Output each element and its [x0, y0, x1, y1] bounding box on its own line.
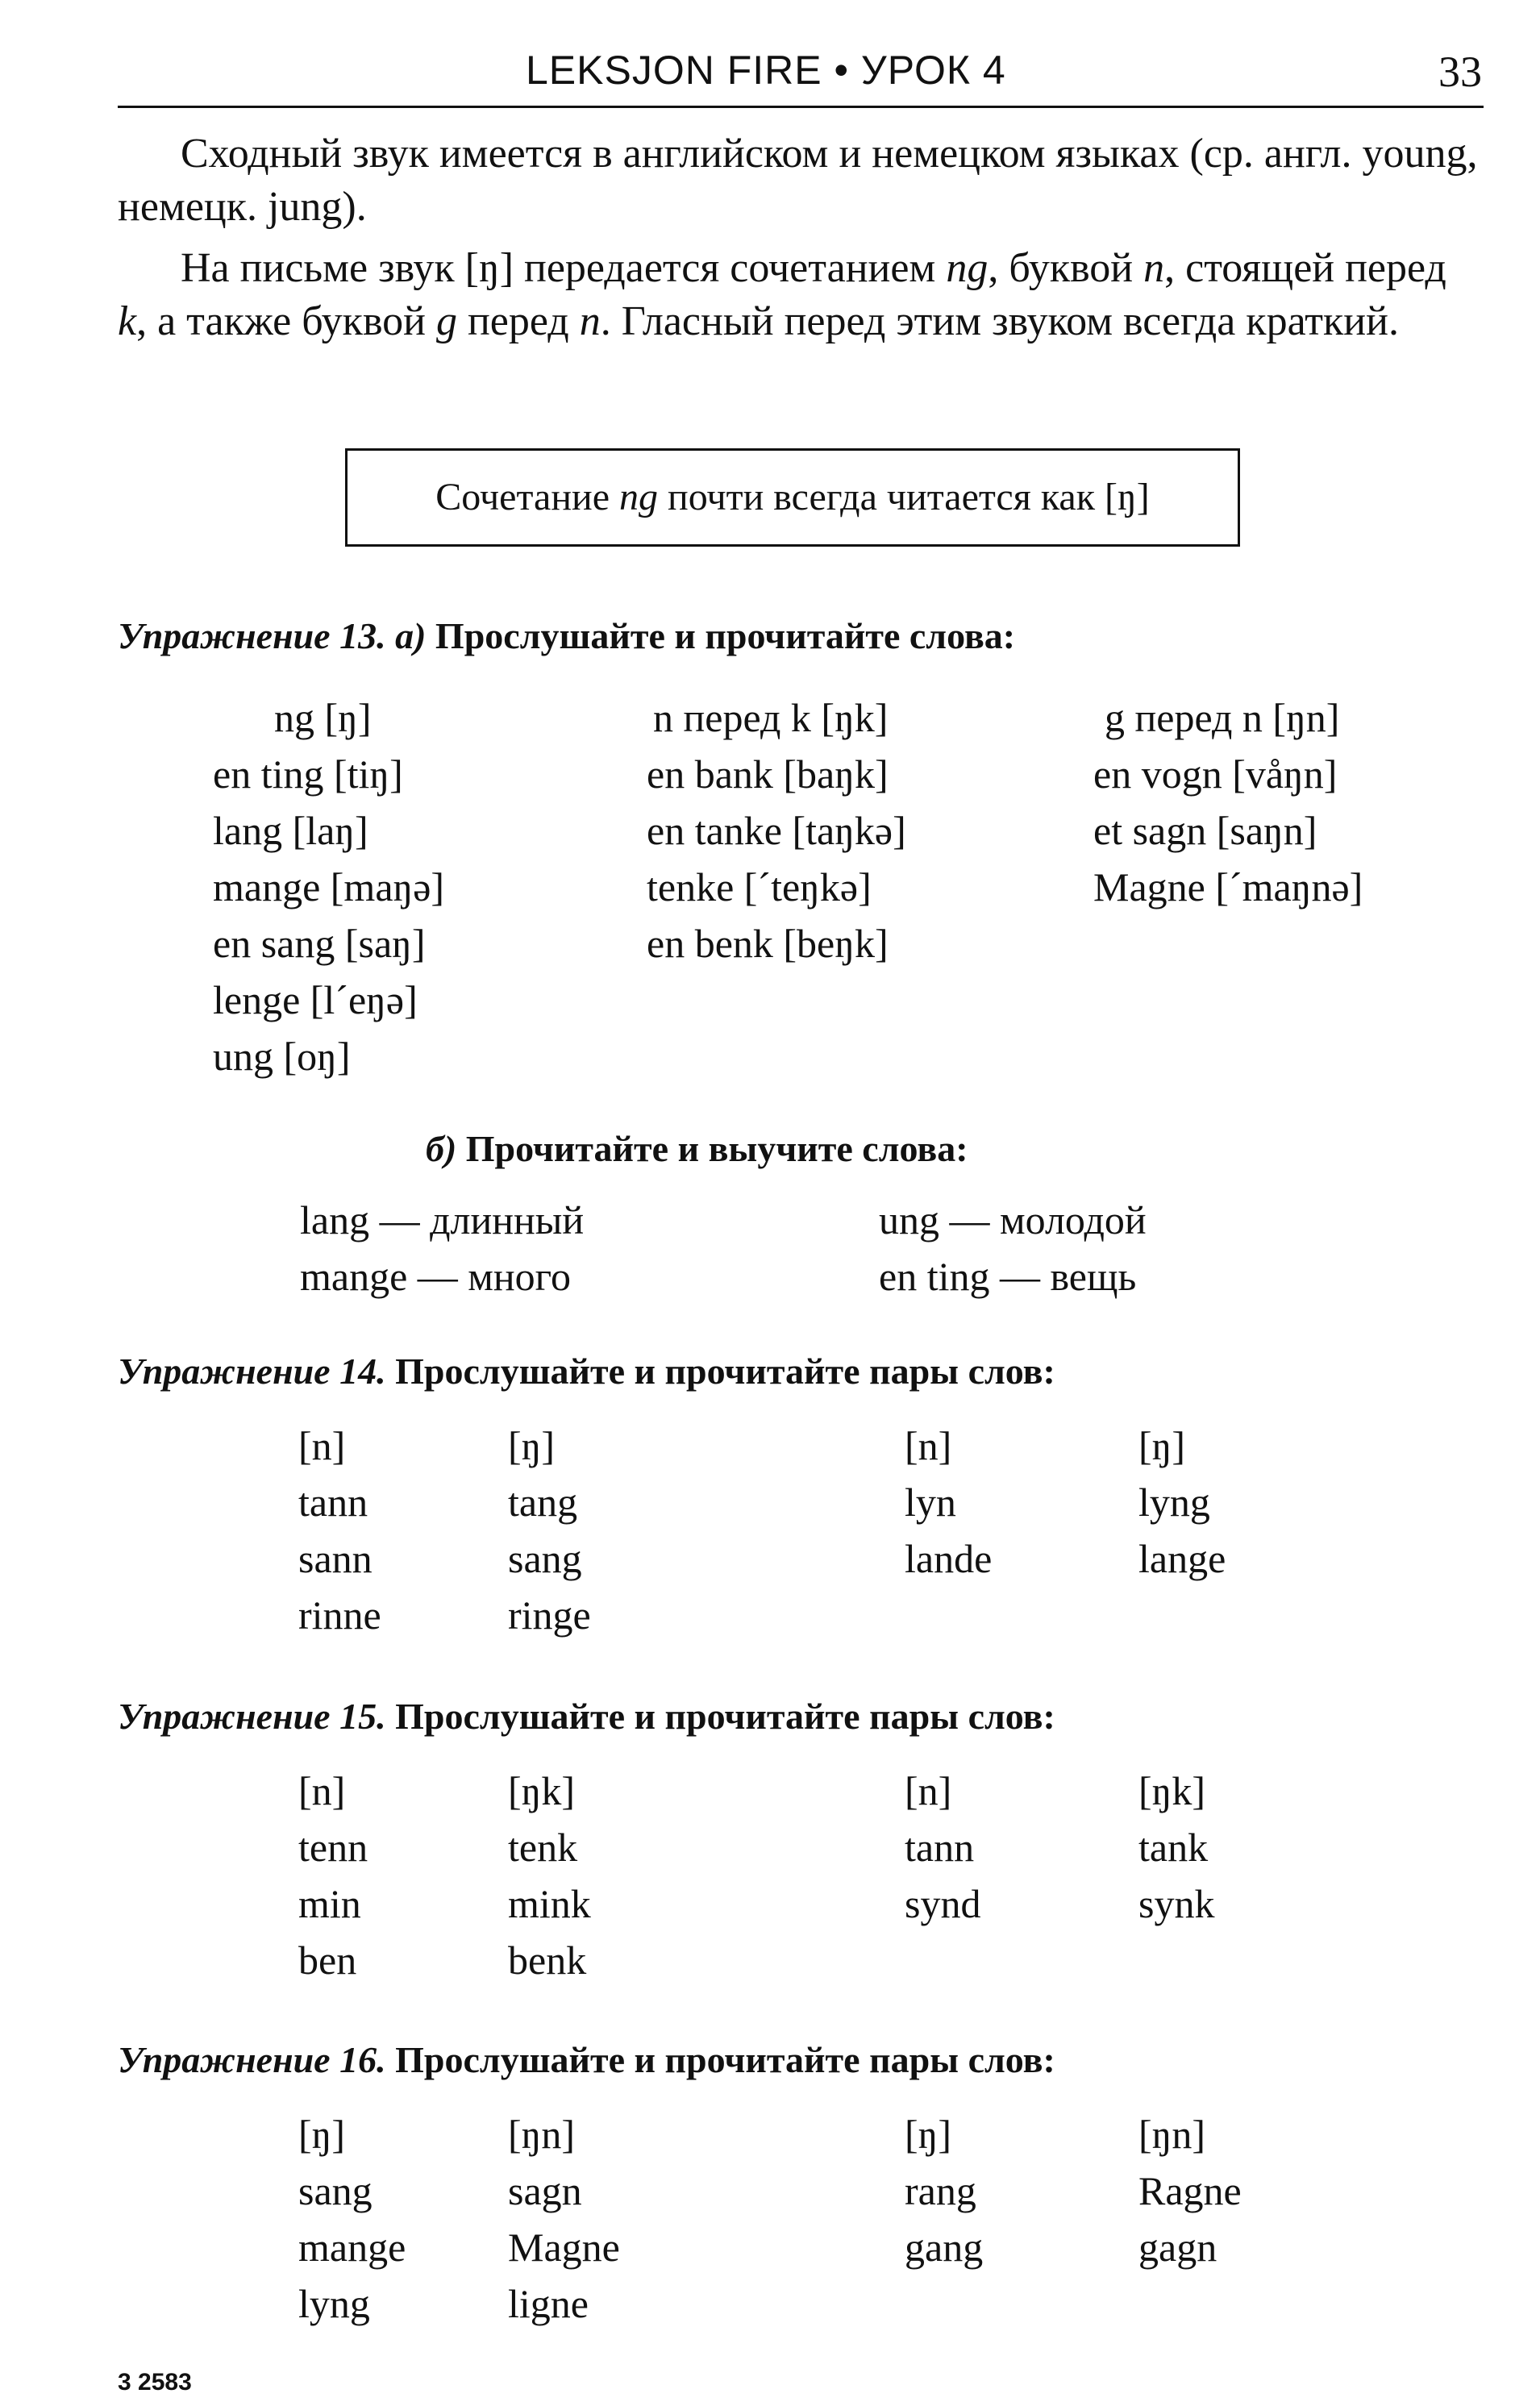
- word-entry: mink: [508, 1881, 591, 1926]
- exercise-13-heading: Упражнение 13. а) Прослушайте и прочитайте слова:: [118, 615, 1016, 656]
- exercise-13b-left-column: [300, 1192, 584, 1305]
- exercise-15-column-2: [508, 1763, 591, 1988]
- word-entry: tank: [1138, 1825, 1209, 1870]
- word-entry: Ragne: [1138, 2168, 1242, 2213]
- column-header: ng [ŋ]: [274, 695, 372, 740]
- exercise-15-column-1: [298, 1763, 368, 1988]
- page-number: 33: [1438, 48, 1482, 96]
- exercise-14-column-4: [1138, 1417, 1226, 1587]
- word-entry: tann: [298, 1480, 368, 1525]
- word-entry: rang: [905, 2168, 976, 2213]
- vocab-entry: ung — молодой: [879, 1197, 1147, 1243]
- exercise-15-column-3: [905, 1763, 980, 1932]
- exercise-16-heading: Упражнение 16. Прослушайте и прочитайте пары слов:: [118, 2039, 1055, 2080]
- word-entry: tang: [508, 1480, 578, 1525]
- word-entry: synd: [905, 1881, 981, 1926]
- word-entry: [ŋ]: [298, 2112, 346, 2157]
- word-entry: ben: [298, 1938, 357, 1983]
- word-entry: [ŋ]: [1138, 1423, 1186, 1468]
- rule-box: Сочетание ng почти всегда читается как [ŋ]: [345, 448, 1240, 547]
- vocab-entry: lang — длинный: [300, 1197, 585, 1243]
- word-entry: tenn: [298, 1825, 368, 1870]
- word-entry: ung [oŋ]: [213, 1034, 351, 1079]
- intro-paragraph-2: На письме звук [ŋ] передается сочетанием ng, буквой n, стоящей перед k, а также буквой g перед n. Гласный перед этим звуком всегда краткий.: [118, 245, 1446, 344]
- intro-paragraph-1: Сходный звук имеется в английском и немецком языках (ср. англ. young, немецк. jung).: [118, 131, 1478, 230]
- exercise-16-column-4: [1138, 2106, 1242, 2275]
- word-entry: [ŋn]: [508, 2112, 576, 2157]
- word-entry: [n]: [298, 1768, 346, 1813]
- word-entry: Magne [´maŋnə]: [1093, 864, 1363, 910]
- word-entry: mange [maŋə]: [213, 864, 445, 910]
- word-entry: tenk: [508, 1825, 578, 1870]
- word-entry: sang: [298, 2168, 373, 2213]
- exercise-14-heading: Упражнение 14. Прослушайте и прочитайте пары слов:: [118, 1351, 1055, 1392]
- word-entry: [ŋn]: [1138, 2112, 1206, 2157]
- word-entry: en ting [tiŋ]: [213, 751, 403, 797]
- word-entry: lyng: [1138, 1480, 1210, 1525]
- exercise-14-column-3: [905, 1417, 992, 1587]
- word-entry: lenge [l´eŋə]: [213, 977, 418, 1022]
- exercise-16-column-2: [508, 2106, 620, 2332]
- word-entry: [n]: [298, 1423, 346, 1468]
- word-entry: [ŋ]: [508, 1423, 556, 1468]
- word-entry: tann: [905, 1825, 975, 1870]
- word-entry: lange: [1138, 1536, 1226, 1581]
- word-entry: gang: [905, 2225, 984, 2270]
- word-entry: [ŋk]: [508, 1768, 576, 1813]
- word-entry: lyn: [905, 1480, 956, 1525]
- word-entry: [ŋk]: [1138, 1768, 1206, 1813]
- exercise-13b-heading: б) Прочитайте и выучите слова:: [426, 1128, 968, 1169]
- word-entry: et sagn [saŋn]: [1093, 808, 1317, 853]
- word-entry: [ŋ]: [905, 2112, 952, 2157]
- word-entry: sagn: [508, 2168, 582, 2213]
- word-entry: lyng: [298, 2281, 370, 2326]
- exercise-16-column-1: [298, 2106, 406, 2332]
- exercise-13-column-nk: [647, 689, 906, 972]
- word-entry: min: [298, 1881, 361, 1926]
- word-entry: lande: [905, 1536, 993, 1581]
- word-entry: mange: [298, 2225, 406, 2270]
- exercise-14-column-2: [508, 1417, 591, 1643]
- word-entry: lang [laŋ]: [213, 808, 368, 853]
- exercise-16-column-3: [905, 2106, 983, 2275]
- header-title: LEKSJON FIRE • УРОК 4: [526, 48, 1006, 93]
- word-entry: synk: [1138, 1881, 1215, 1926]
- exercise-13b-right-column: [879, 1192, 1147, 1305]
- word-entry: sang: [508, 1536, 582, 1581]
- running-header: [118, 47, 1484, 103]
- exercise-14-column-1: [298, 1417, 381, 1643]
- word-entry: ligne: [508, 2281, 589, 2326]
- word-entry: benk: [508, 1938, 587, 1983]
- header-rule: [118, 106, 1484, 108]
- column-header: n перед k [ŋk]: [653, 695, 889, 740]
- word-entry: sann: [298, 1536, 373, 1581]
- column-header: g перед n [ŋn]: [1105, 695, 1340, 740]
- word-entry: en tanke [taŋkə]: [647, 808, 906, 853]
- word-entry: gagn: [1138, 2225, 1217, 2270]
- word-entry: rinne: [298, 1592, 381, 1638]
- exercise-13-column-ng: [213, 689, 444, 1084]
- word-entry: [n]: [905, 1423, 952, 1468]
- word-entry: ringe: [508, 1592, 591, 1638]
- exercise-15-column-4: [1138, 1763, 1214, 1932]
- word-entry: Magne: [508, 2225, 620, 2270]
- exercise-15-heading: Упражнение 15. Прослушайте и прочитайте пары слов:: [118, 1696, 1055, 1737]
- exercise-13-column-gn: [1093, 689, 1363, 915]
- printer-signature: 3 2583: [118, 2369, 192, 2396]
- word-entry: en sang [saŋ]: [213, 921, 426, 966]
- word-entry: [n]: [905, 1768, 952, 1813]
- vocab-entry: en ting — вещь: [879, 1254, 1137, 1299]
- vocab-entry: mange — много: [300, 1254, 571, 1299]
- word-entry: tenke [´teŋkə]: [647, 864, 872, 910]
- word-entry: en benk [beŋk]: [647, 921, 889, 966]
- word-entry: en bank [baŋk]: [647, 751, 889, 797]
- word-entry: en vogn [våŋn]: [1093, 751, 1338, 797]
